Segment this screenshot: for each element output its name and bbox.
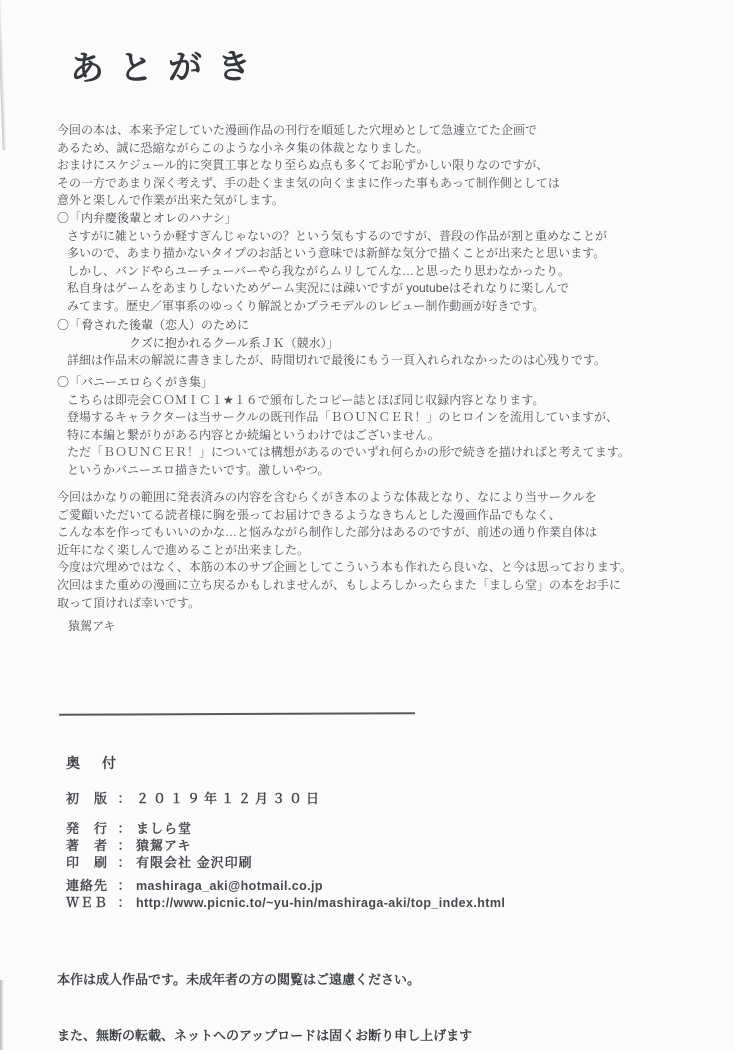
row-label: 著 者	[66, 838, 109, 853]
notice-line: 本作は成人作品です。未成年者の方の閲覧はご遠慮ください。	[57, 972, 420, 987]
row-separator: ：	[117, 895, 131, 910]
row-value: ２０１９年１２月３０日	[136, 791, 324, 806]
row-label: 発 行	[66, 821, 109, 836]
row-label: 連絡先	[66, 878, 109, 893]
row-separator: ：	[117, 838, 131, 853]
text-line: 多いので、あまり描かないタイプのお話という意味では新鮮な気分で描くことが出来たと思います。	[67, 246, 606, 261]
text-line: あるため、誠に恐縮ながらこのような小ネタ集の体裁となりました。	[57, 140, 429, 155]
text-line: その一方であまり深く考えず、手の赴くまま気の向くままに作った事もあって制作側としては	[57, 175, 560, 190]
text-line: 今度は穴埋めではなく、本筋の本のサブ企画としてこういう本も作れたら良いな、と今は思っております。	[57, 560, 632, 575]
row-value: 有限会社 金沢印刷	[136, 855, 253, 870]
section-heading-continued: クズに抱かれるクール系ＪＫ（競水）」	[129, 335, 339, 350]
section-uchibenkei	[57, 210, 607, 316]
colophon-row-printer	[66, 852, 253, 871]
author-signature: 猿駕アキ	[68, 619, 116, 633]
text-line: ただ「ＢＯＵＮＣＥＲ！」については構想があるのでいずれ何らかの形で続きを描ければと考えてます。	[67, 445, 630, 460]
colophon-row-edition	[66, 788, 323, 807]
row-value: ましら堂	[136, 821, 193, 836]
row-label: 印 刷	[66, 855, 109, 870]
text-line: 意外と楽しんで作業が出来た気がします。	[57, 193, 285, 208]
section-body	[57, 228, 607, 316]
row-label: 初 版	[66, 791, 109, 806]
text-line: こちらは即売会ＣＯＭＩＣ１★１６で頒布したコピー誌とほぼ同じ収録内容となります。	[67, 392, 545, 407]
colophon-title: 奥 付	[66, 755, 120, 771]
scan-edge-artifact	[0, 980, 4, 1050]
text-line: 近年になく楽しんで進めることが出来ました。	[57, 542, 310, 557]
adult-content-notice	[57, 934, 472, 1050]
closing-paragraph	[57, 489, 632, 612]
section-heading: 〇「内弁慶後輩とオレのハナシ」	[57, 211, 237, 225]
text-line: 次回はまた重めの漫画に立ち戻るかもしれませんが、もしよろしかったらまた「ましら堂」の本をお手に	[57, 577, 622, 592]
text-line: というかバニーエロ描きたいです。激しいやつ。	[67, 462, 330, 477]
text-line: ご愛顧いただいてる読者様に胸を張ってお届けできるようなきちんとした漫画作品でもなく、	[57, 507, 561, 522]
text-line: さすがに雑というか軽すぎんじゃないの？という気もするのですが、普段の作品が割と重めなことが	[67, 228, 608, 243]
text-line: 特に本編と繋がりがある内容とか続編というわけではございません。	[67, 427, 440, 442]
text-line: みてます。歴史／軍事系のゆっくり解説とかプラモデルのレビュー制作動画が好きです。	[67, 298, 545, 313]
row-separator: ：	[117, 855, 131, 870]
email-address: mashiraga_aki@hotmail.co.jp	[136, 879, 323, 893]
scan-edge-artifact	[0, 0, 7, 150]
row-label: ＷＥＢ	[66, 895, 109, 910]
row-separator: ：	[117, 791, 131, 806]
contact-row-web	[66, 892, 505, 911]
row-separator: ：	[117, 821, 131, 836]
text-line: 詳細は作品末の解説に書きましたが、時間切れで最後にもう一頁入れられなかったのは心残りです。	[67, 353, 607, 368]
text-line: 今回はかなりの範囲に発表済みの内容を含むらくがき本のような体裁となり、なにより当サークルを	[57, 490, 597, 504]
section-odosareta-kouhai	[57, 317, 606, 370]
text-line: 私自身はゲームをあまりしないためゲーム実況には疎いですが youtubeはそれなりに楽しんで	[67, 281, 570, 296]
text-line: しかし、バンドやらユーチューバーやら我ながらムリしてんな…と思ったり思わなかったり。	[67, 263, 571, 278]
text-line: 取って頂ければ幸いです。	[57, 595, 201, 610]
intro-paragraph	[57, 122, 560, 210]
notice-line: また、無断の転載、ネットへのアップロードは固くお断り申し上げます	[57, 1027, 473, 1043]
text-line: こんな本を作ってもいいのかな…と悩みながら制作した部分はあるのですが、前述の通り作業自体は	[57, 525, 598, 540]
section-heading: 〇「脅された後輩（恋人）のために	[57, 318, 250, 332]
section-bunny-ero	[57, 374, 630, 480]
row-value: 猿駕アキ	[136, 838, 192, 853]
section-heading: 〇「バニーエロらくがき集」	[57, 375, 214, 389]
page-title: あとがき	[69, 47, 267, 89]
text-line: 登場するキャラクターは当サークルの既刊作品「ＢＯＵＮＣＥＲ！」のヒロインを流用していますが、	[67, 410, 619, 425]
text-line: おまけにスケジュール的に突貫工事となり至らぬ点も多くてお恥ずかしい限りなのですが、	[57, 158, 549, 173]
section-body	[57, 352, 606, 370]
website-url: http://www.picnic.to/~yu-hin/mashiraga-aki/top_index.html	[136, 896, 506, 910]
text-line: 今回の本は、本来予定していた漫画作品の刊行を順延した穴埋めとして急遽立てた企画で	[57, 123, 538, 137]
row-separator: ：	[117, 878, 131, 893]
section-body	[57, 392, 630, 480]
divider-line	[59, 712, 415, 716]
